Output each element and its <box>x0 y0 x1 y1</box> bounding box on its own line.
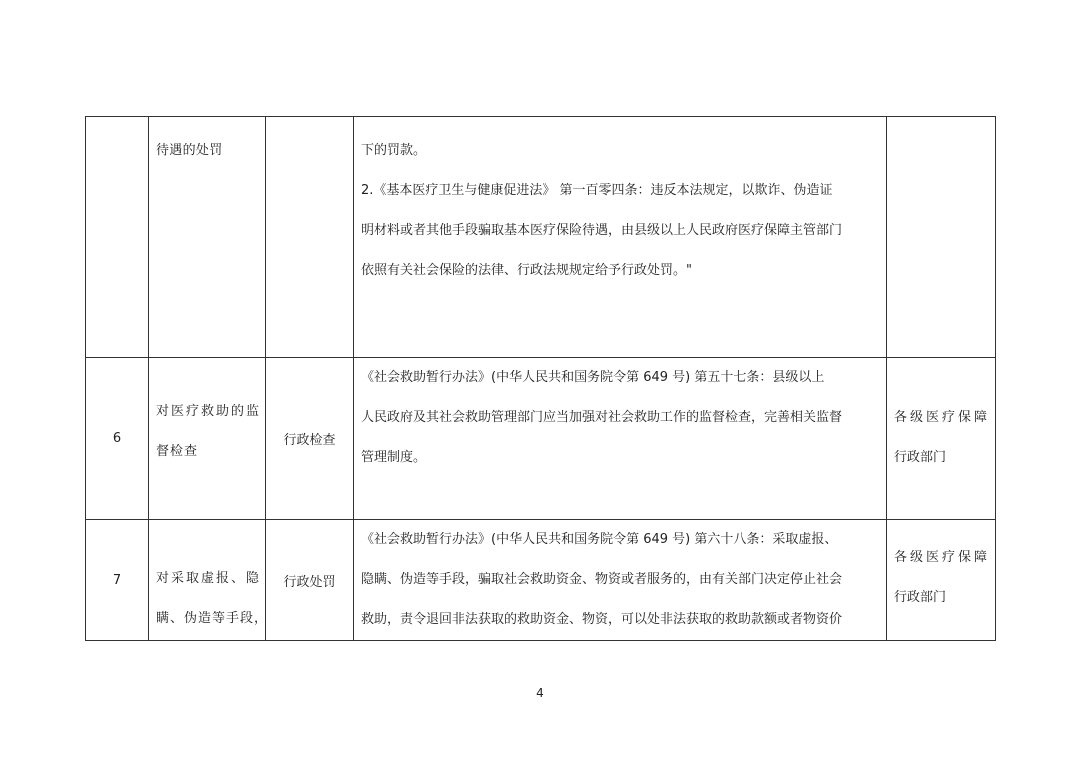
basis-line: 下的罚款。 <box>361 143 427 158</box>
item-line: 督检查 <box>156 444 199 459</box>
table-row <box>86 520 996 641</box>
table-row <box>86 117 996 358</box>
type-cell: 行政处罚 <box>266 520 354 641</box>
basis-line: 明材料或者其他手段骗取基本医疗保险待遇，由县级以上人民政府医疗保障主管部门 <box>361 223 843 238</box>
basis-line: 依照有关社会保险的法律、行政法规规定给予行政处罚。" <box>361 263 692 278</box>
type-cell: 行政检查 <box>266 358 354 520</box>
item-cell <box>149 520 269 641</box>
item-cell <box>149 117 266 358</box>
dept-cell <box>887 358 996 520</box>
item-cell <box>149 358 266 520</box>
dept-cell <box>887 117 996 358</box>
basis-line: 隐瞒、伪造等手段，骗取社会救助资金、物资或者服务的，由有关部门决定停止社会 <box>361 572 843 587</box>
row-number-cell: 6 <box>86 358 149 520</box>
basis-line: 管理制度。 <box>361 450 427 465</box>
page-number: 4 <box>536 686 544 700</box>
basis-line: 2.《基本医疗卫生与健康促进法》 第一百零四条：违反本法规定，以欺诈、伪造证 <box>361 183 833 198</box>
dept-line: 各级医疗保障 <box>894 550 991 565</box>
basis-line: 救助，责令退回非法获取的救助资金、物资，可以处非法获取的救助款额或者物资价 <box>361 612 843 627</box>
item-line: 对采取虚报、隐 <box>156 571 262 586</box>
dept-line: 行政部门 <box>894 450 947 465</box>
basis-cell <box>354 358 887 520</box>
dept-line: 各级医疗保障 <box>894 410 991 425</box>
basis-line: 《社会救助暂行办法》(中华人民共和国务院令第 649 号) 第五十七条：县级以上 <box>361 370 825 385</box>
item-line: 对医疗救助的监 <box>156 404 262 419</box>
type-cell <box>266 117 354 358</box>
item-line: 瞒、伪造等手段， <box>156 611 269 626</box>
dept-line: 行政部门 <box>894 590 947 605</box>
row-number-cell <box>86 117 149 358</box>
basis-cell <box>354 117 887 358</box>
basis-line: 人民政府及其社会救助管理部门应当加强对社会救助工作的监督检查，完善相关监督 <box>361 410 843 425</box>
basis-line: 《社会救助暂行办法》(中华人民共和国务院令第 649 号) 第六十八条：采取虚报、 <box>361 532 838 547</box>
item-line: 待遇的处罚 <box>156 143 223 158</box>
basis-cell <box>354 520 887 641</box>
dept-cell <box>887 520 996 641</box>
table-row <box>86 358 996 520</box>
row-number-cell: 7 <box>86 520 149 641</box>
regulation-table <box>85 116 996 641</box>
